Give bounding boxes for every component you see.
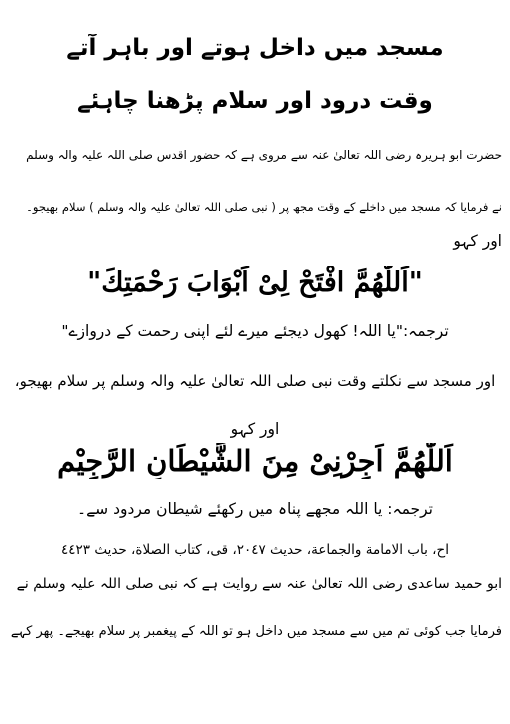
hadith-reference: اح، باب الامامة والجماعة، حديث ٢٠٤٧، قی، کتاب الصلاة، حديث ٤٤٢٣ [61, 542, 449, 558]
dua-exiting-translation: ترجمہ: یا اللہ مجھے پناہ میں رکھئے شیطان مردود سے۔ [77, 500, 433, 518]
hadith1-line-3: اور کہو [453, 232, 502, 250]
dua-entering-translation: ترجمہ:"یا اللہ! کھول دیجئے میرے لئے اپنی رحمت کے دروازے" [61, 322, 449, 340]
hadith2-line-1: ابو حمید ساعدی رضی اللہ تعالیٰ عنہ سے روایت ہے کہ نبی صلی اللہ علیہ وسلم نے [16, 576, 502, 592]
and-say: اور کہو [230, 420, 280, 438]
hadith2-line-2: فرمایا جب کوئی تم میں سے مسجد میں داخل ہو تو اللہ کے پیغمبر پر سلام بھیجے۔ پھر کہے [10, 624, 502, 639]
dua-entering-arabic: "اَللّٰھُمَّ افْتَحْ لِیْ اَبْوَابَ رَحْمَتِكَ" [87, 267, 423, 298]
heading-line-2: وقت درود اور سلام پڑھنا چاہئے [77, 88, 433, 114]
hadith1-line-1: حضرت ابو ہریرہ رضی اللہ تعالیٰ عنہ سے مروی ہے کہ حضور اقدس صلی اللہ علیہ والہ وسلم [26, 148, 502, 162]
dua-exiting-arabic: اَللّٰھُمَّ اَجِرْنِیْ مِنَ الشَّیْطَانِ الرَّجِیْمِ [57, 444, 453, 478]
heading-line-1: مسجد میں داخل ہوتے اور باہر آتے [66, 35, 444, 61]
hadith1-line-2: نے فرمایا کہ مسجد میں داخلے کے وقت مجھ پر ( نبی صلی اللہ تعالیٰ علیہ والہ وسلم ) سلام بھیجو۔ [26, 200, 502, 214]
exit-instruction: اور مسجد سے نکلتے وقت نبی صلی اللہ تعالیٰ علیہ والہ وسلم پر سلام بھیجو، [14, 372, 496, 390]
